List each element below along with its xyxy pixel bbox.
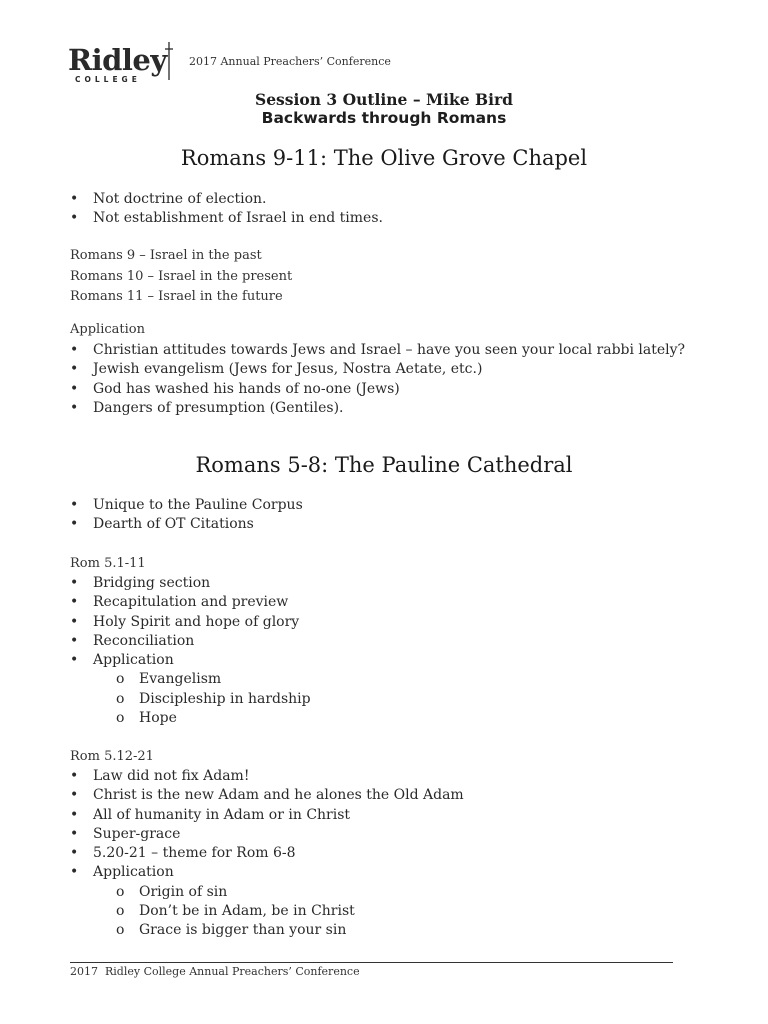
session-title: Session 3 Outline – Mike Bird — [255, 90, 513, 109]
bullet-icon: • — [70, 210, 79, 227]
footer-text: 2017 Ridley College Annual Preachers’ Conference — [70, 965, 360, 978]
passage-label: Rom 5.1-11 — [70, 556, 146, 571]
section-heading: Romans 9-11: The Olive Grove Chapel — [180, 146, 588, 170]
part1-list — [70, 574, 710, 728]
section2-intro-list — [70, 496, 710, 535]
cross-icon — [164, 42, 174, 80]
sub-bullet-icon: o — [116, 671, 125, 688]
sub-bullet-icon: o — [116, 690, 125, 707]
list-item: • Christian attitudes towards Jews and Israel – have you seen your local rabbi lately? — [70, 341, 710, 360]
sub-bullet-icon: o — [116, 710, 125, 727]
bullet-icon: • — [70, 787, 79, 804]
list-item: • All of humanity in Adam or in Christ — [70, 806, 710, 825]
sub-list-item: o Grace is bigger than your sin — [70, 921, 710, 940]
section-heading: Romans 5-8: The Pauline Cathedral — [195, 453, 573, 477]
list-item: • Not establishment of Israel in end times. — [70, 209, 710, 228]
list-item: • Application — [70, 863, 710, 882]
series-title: Backwards through Romans — [261, 109, 507, 127]
bullet-icon: • — [70, 825, 79, 842]
part2-list — [70, 767, 710, 941]
bullet-icon: • — [70, 497, 79, 513]
section1-application-list — [70, 341, 710, 418]
sub-list-item: o Don’t be in Adam, be in Christ — [70, 902, 710, 921]
bullet-icon: • — [70, 594, 79, 611]
bullet-icon: • — [70, 613, 79, 630]
list-item: • Law did not fix Adam! — [70, 767, 710, 786]
overview-line: Romans 10 – Israel in the present — [70, 268, 293, 284]
bullet-icon: • — [70, 575, 79, 591]
bullet-icon: • — [70, 632, 79, 649]
overview-line: Romans 9 – Israel in the past — [70, 248, 262, 263]
sub-bullet-icon: o — [116, 883, 125, 900]
bullet-icon: • — [70, 342, 79, 358]
conference-header: 2017 Annual Preachers’ Conference — [189, 55, 391, 68]
list-item: • Bridging section — [70, 574, 710, 593]
sub-list-item: o Discipleship in hardship — [70, 690, 710, 709]
sub-list-item: o Origin of sin — [70, 883, 710, 902]
sub-list-item: o Evangelism — [70, 670, 710, 689]
list-item: • Application — [70, 651, 710, 670]
bullet-icon: • — [70, 768, 79, 784]
sub-bullet-icon: o — [116, 903, 125, 920]
list-item: • Not doctrine of election. — [70, 190, 710, 209]
list-item: • Dangers of presumption (Gentiles). — [70, 399, 710, 418]
application-label: Application — [70, 322, 145, 337]
list-item: • Recapitulation and preview — [70, 593, 710, 612]
list-item: • Christ is the new Adam and he alones the Old Adam — [70, 786, 710, 805]
logo-wordmark: Ridley — [68, 43, 167, 77]
sub-list-item: o Hope — [70, 709, 710, 728]
section1-overview — [70, 246, 710, 308]
section1-intro-list — [70, 190, 710, 229]
bullet-icon: • — [70, 191, 79, 207]
list-item: • Holy Spirit and hope of glory — [70, 613, 710, 632]
list-item: • Dearth of OT Citations — [70, 515, 710, 534]
bullet-icon: • — [70, 399, 79, 416]
bullet-icon: • — [70, 864, 79, 881]
bullet-icon: • — [70, 380, 79, 397]
list-item: • 5.20-21 – theme for Rom 6-8 — [70, 844, 710, 863]
bullet-icon: • — [70, 361, 79, 378]
list-item: • Reconciliation — [70, 632, 710, 651]
bullet-icon: • — [70, 845, 79, 862]
passage-label: Rom 5.12-21 — [70, 749, 154, 764]
list-item: • Super-grace — [70, 825, 710, 844]
footer-divider — [70, 962, 673, 963]
bullet-icon: • — [70, 516, 79, 533]
list-item: • Jewish evangelism (Jews for Jesus, Nostra Aetate, etc.) — [70, 360, 710, 379]
list-item: • God has washed his hands of no-one (Jews) — [70, 380, 710, 399]
logo-subtitle: COLLEGE — [75, 75, 141, 84]
bullet-icon: • — [70, 806, 79, 823]
sub-bullet-icon: o — [116, 922, 125, 939]
list-item: • Unique to the Pauline Corpus — [70, 496, 710, 515]
overview-line: Romans 11 – Israel in the future — [70, 289, 283, 304]
bullet-icon: • — [70, 652, 79, 669]
